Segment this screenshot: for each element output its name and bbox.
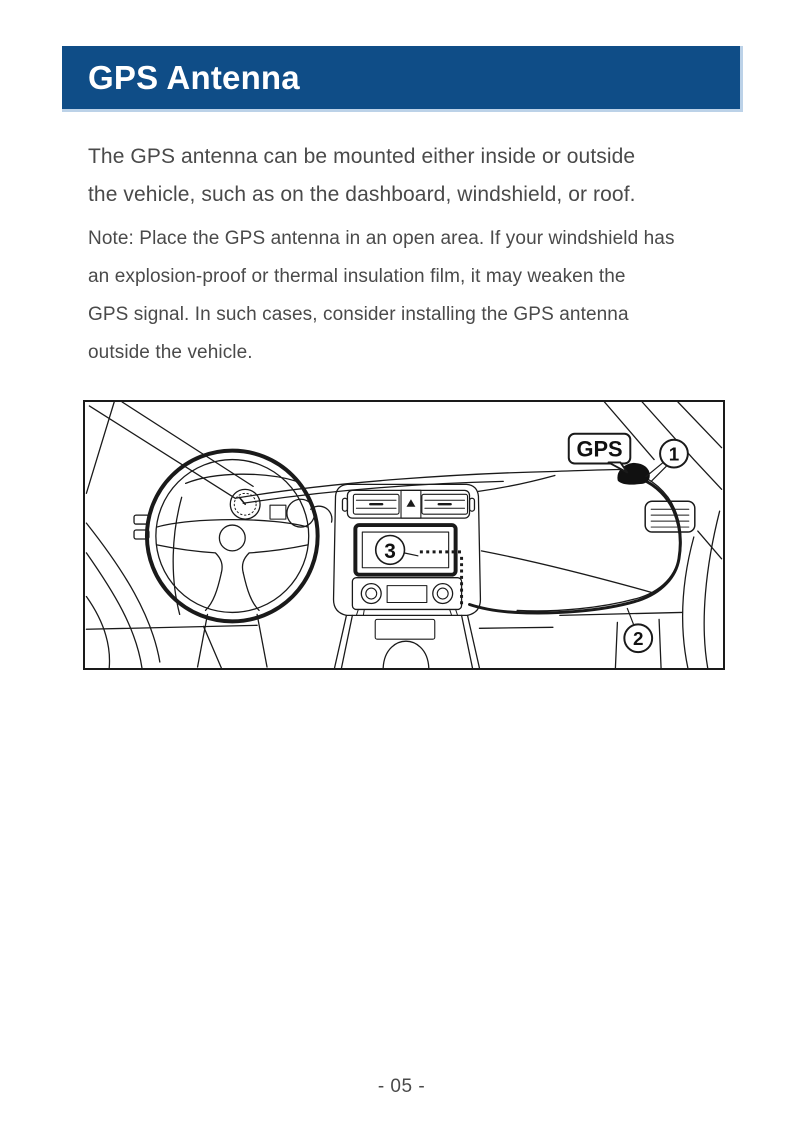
storage-bin — [375, 619, 435, 639]
antenna-cable — [470, 479, 681, 613]
radio-knob-left — [361, 584, 381, 604]
dashboard-illustration — [85, 402, 723, 668]
note-line-3: GPS signal. In such cases, consider installing the GPS antenna — [88, 304, 629, 325]
page-number: - 05 - — [377, 1076, 426, 1097]
callout-3-number: 3 — [384, 539, 396, 563]
steering-wheel — [147, 451, 318, 622]
intro-paragraph — [88, 138, 636, 214]
page-title: GPS Antenna — [88, 58, 300, 96]
cable-dotted-routing — [404, 552, 462, 606]
note-line-4: outside the vehicle. — [88, 342, 253, 363]
radio-knob-right — [433, 584, 453, 604]
center-console — [334, 484, 481, 668]
gps-label-text: GPS — [576, 436, 623, 462]
lower-console — [335, 615, 480, 668]
intro-line-2: the vehicle, such as on the dashboard, windshield, or roof. — [88, 183, 636, 206]
dashboard-figure — [83, 400, 725, 670]
air-vents — [342, 490, 474, 518]
radio-display — [387, 586, 427, 603]
note-line-2: an explosion-proof or thermal insulation film, it may weaken the — [88, 266, 626, 287]
callout-1 — [646, 440, 688, 482]
callout-1-number: 1 — [668, 443, 680, 465]
hazard-triangle-icon — [406, 499, 415, 506]
callout-2-number: 2 — [632, 628, 644, 650]
page-header-bar — [62, 46, 743, 112]
head-unit-screen — [355, 525, 455, 575]
note-line-1: Note: Place the GPS antenna in an open area. If your windshield has — [88, 228, 675, 249]
gear-shifter — [383, 641, 429, 668]
radio-unit — [352, 578, 461, 616]
note-paragraph — [88, 220, 675, 372]
intro-line-1: The GPS antenna can be mounted either inside or outside — [88, 145, 636, 168]
steering-hub — [219, 525, 245, 551]
